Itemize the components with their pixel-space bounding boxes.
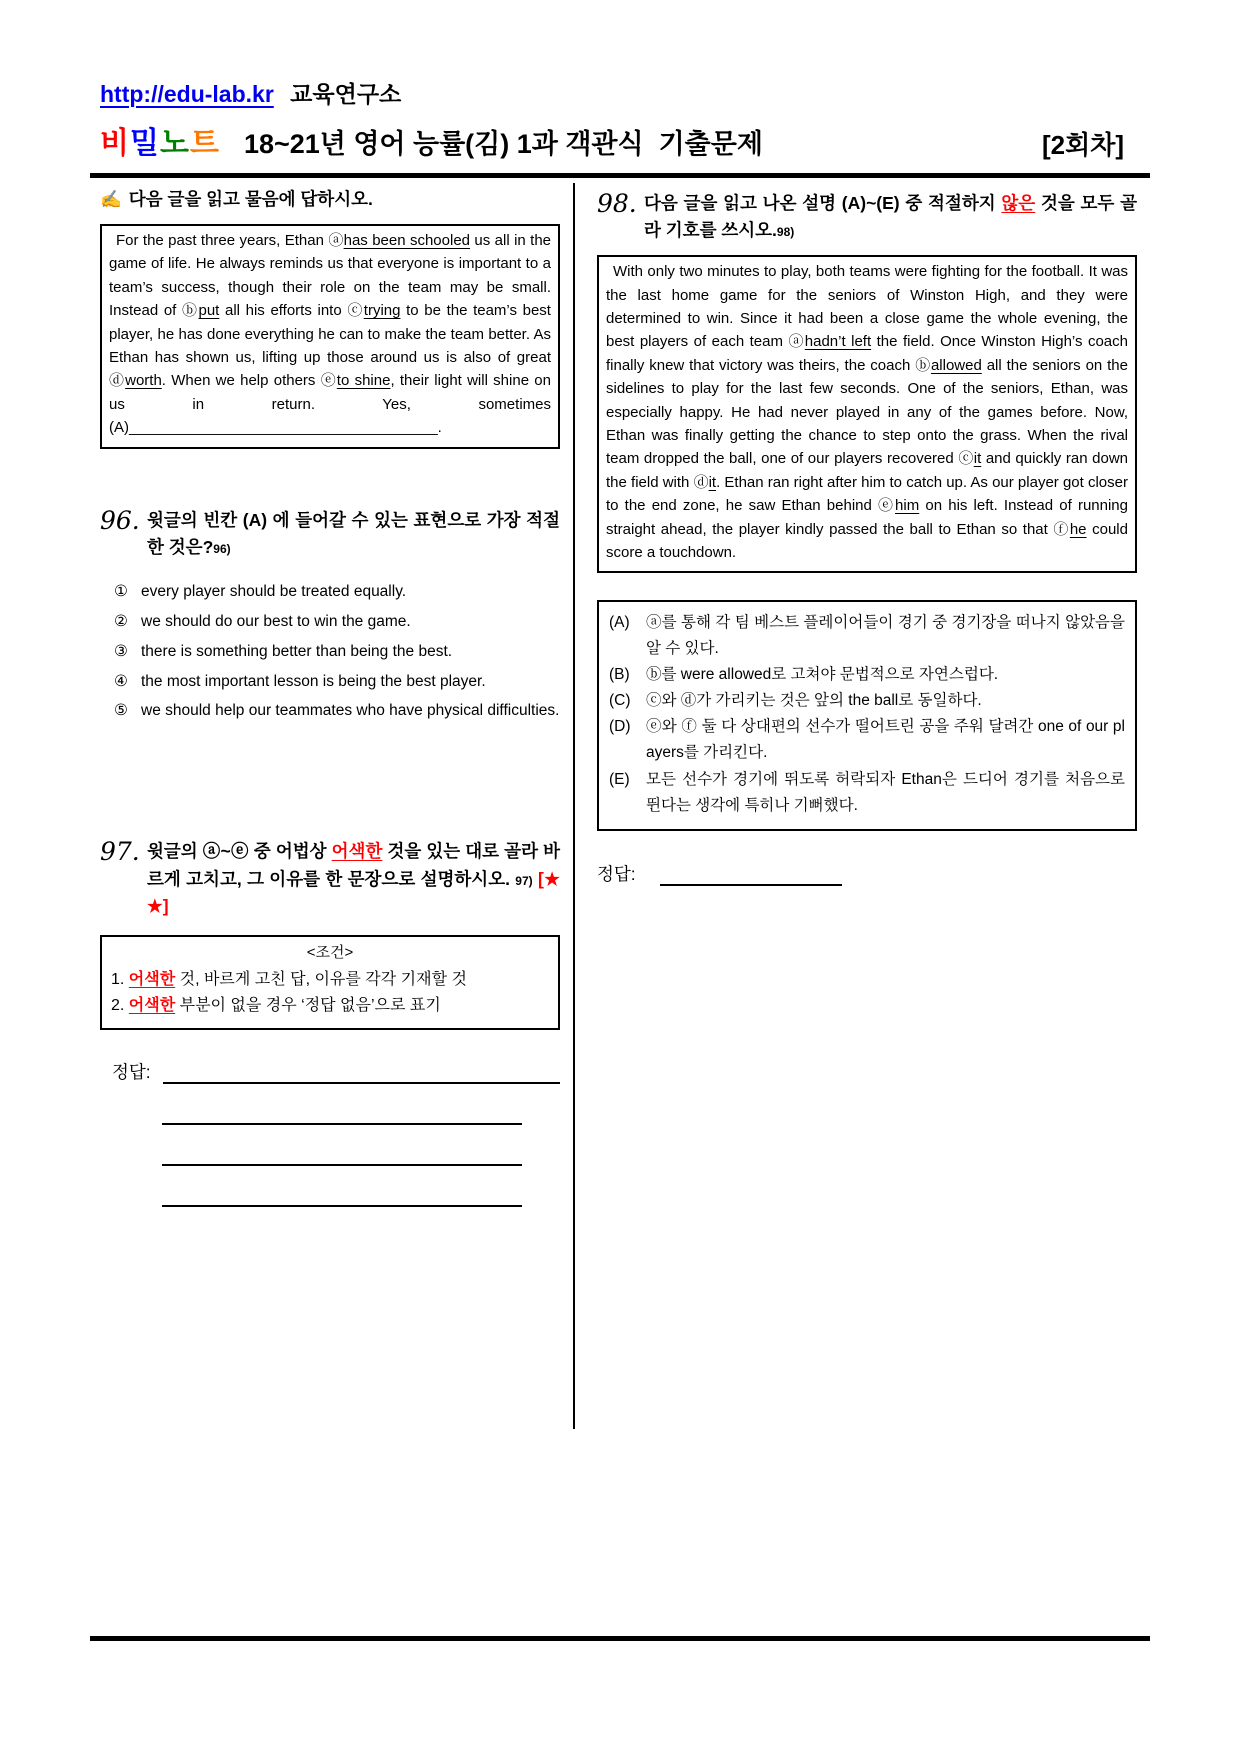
left-column: [100, 186, 560, 1207]
title-row: [100, 118, 1150, 162]
answer-line-2: [162, 1123, 522, 1125]
question-96-head: [100, 507, 560, 561]
brand-char-3: 노: [159, 127, 190, 160]
q96-option-1: [114, 582, 560, 603]
question-98-head: [597, 190, 1137, 244]
statements-box: [597, 600, 1137, 830]
pencil-icon: ✍: [100, 189, 122, 209]
site-row: [100, 76, 1150, 109]
answer-label-98: 정답:: [597, 863, 636, 884]
q96-option-2: [114, 612, 560, 633]
statement-B-label: (B): [609, 666, 630, 684]
question-96-title: 윗글의 빈칸 (A) 에 들어갈 수 있는 표현으로 가장 적절한 것은?96): [147, 509, 560, 557]
statement-D-text: ⓔ와 ⓕ 둘 다 상대편의 선수가 떨어트린 공을 주워 달려간 one of our players를 가리킨다.: [646, 718, 1125, 762]
brand-char-1: 비: [100, 127, 130, 160]
option-4-text: the most important lesson is being the best player.: [141, 672, 486, 690]
option-1-marker: ①: [114, 582, 128, 600]
question-98-title: 다음 글을 읽고 나온 설명 (A)~(E) 중 적절하지 않은 것을 모두 골라 기호를 쓰시오.98): [644, 193, 1137, 241]
statement-C-label: (C): [609, 692, 631, 710]
instruction-text: 다음 글을 읽고 물음에 답하시오.: [128, 189, 373, 209]
statement-A: [609, 610, 1125, 662]
passage-box-2: With only two minutes to play, both teams were fighting for the football. It was the last home game for the seniors of Winston High, and they were determined to win. Since it had been a close game the whole evening, the best players of each team ⓐhadn’t left the field. Once Winston High’s coach finally knew that victory was theirs, the coach ⓑallowed all the seniors on the sidelines to play for the last few seconds. One of the seniors, Ethan, was especially happy. He had never played in any of the games before. Now, Ethan was finally getting the chance to step onto the grass. When the rival team dropped the ball, one of our players recovered ⓒit and quickly ran down the field with ⓓit. Ethan ran right after him to catch up. As our player got closer to the end zone, he saw Ethan behind ⓔhim on his left. Instead of running straight ahead, the player kindly passed the ball to Ethan so that ⓕhe could score a touchdown.: [597, 255, 1137, 573]
option-4-marker: ④: [114, 672, 128, 690]
answer-line-1: [163, 1062, 560, 1084]
option-2-marker: ②: [114, 612, 128, 630]
answer-line-4: [162, 1205, 522, 1207]
option-2-text: we should do our best to win the game.: [141, 612, 411, 630]
document-title: 18~21년 영어 능률(김) 1과 객관식 기출문제: [243, 129, 763, 159]
brand-char-4: 트: [189, 127, 220, 160]
option-3-text: there is something better than being the best.: [141, 642, 453, 660]
answer-row-97: [112, 1059, 560, 1084]
question-96: [100, 507, 560, 723]
column-divider: [573, 183, 575, 1429]
answer-line-98: [660, 864, 842, 886]
q96-option-3: [114, 642, 560, 663]
statement-C-text: ⓒ와 ⓓ가 가리키는 것은 앞의 the ball로 동일하다.: [646, 692, 982, 710]
condition-box: [100, 935, 560, 1030]
question-97-number: 97.: [100, 837, 140, 867]
statement-A-label: (A): [609, 614, 630, 632]
statement-E: [609, 767, 1125, 819]
statement-B: [609, 662, 1125, 688]
option-3-marker: ③: [114, 642, 128, 660]
footer-divider: [90, 1636, 1150, 1641]
statement-D-label: (D): [609, 718, 631, 736]
site-org-label: 교육연구소: [290, 81, 402, 107]
q96-option-5: [114, 701, 560, 722]
statement-C: [609, 688, 1125, 714]
question-98-number: 98.: [597, 189, 637, 218]
question-96-options: [100, 582, 560, 723]
statement-A-text: ⓐ를 통해 각 팀 베스트 플레이어들이 경기 중 경기장을 떠나지 않았음을 알 수 있다.: [646, 614, 1125, 658]
answer-row-98: [597, 861, 1137, 886]
answer-line-3: [162, 1164, 522, 1166]
passage-box-1: For the past three years, Ethan ⓐhas been schooled us all in the game of life. He always reminds us that everyone is important to a team’s success, though their role on the team may be small. Instead of ⓑput all his efforts into ⓒtrying to be the team’s best player, he has done everything he can to make the team better. As Ethan has shown us, lifting up those around us is also of great ⓓworth. When we help others ⓔto shine, their light will shine on us in return. Yes, sometimes (A)_____________________________________.: [100, 224, 560, 449]
question-97-head: [100, 838, 560, 919]
option-1-text: every player should be treated equally.: [141, 582, 407, 600]
answer-label-97: 정답:: [112, 1061, 151, 1082]
statement-D: [609, 714, 1125, 766]
right-column: [597, 190, 1137, 886]
header-divider: [90, 173, 1150, 178]
instruction: [100, 186, 560, 211]
statement-E-text: 모든 선수가 경기에 뛰도록 허락되자 Ethan은 드디어 경기를 처음으로 뛴다는 생각에 특히나 기뻐했다.: [646, 770, 1125, 814]
q96-option-4: [114, 672, 560, 693]
answer-area-97: [100, 1059, 560, 1207]
brand-logo: [100, 118, 220, 162]
condition-line-2: 2. 어색한 부분이 없을 경우 ‘정답 없음’으로 표기: [111, 996, 441, 1014]
page-header: [90, 76, 1150, 178]
question-97-title: 윗글의 ⓐ~ⓔ 중 어법상 어색한 것을 있는 대로 골라 바르게 고치고, 그 이유를 한 문장으로 설명하시오. 97) [★★]: [147, 841, 560, 916]
option-5-marker: ⑤: [114, 702, 128, 720]
round-label: [2회차]: [1041, 130, 1124, 160]
question-96-number: 96.: [100, 505, 140, 535]
condition-title: <조건>: [306, 943, 354, 961]
brand-char-2: 밀: [129, 127, 160, 160]
question-97: [100, 838, 560, 1206]
option-5-text: we should help our teammates who have physical difficulties.: [141, 702, 560, 720]
site-url-link[interactable]: http://edu-lab.kr: [100, 81, 274, 107]
statement-B-text: ⓑ를 were allowed로 고쳐야 문법적으로 자연스럽다.: [646, 666, 999, 684]
condition-line-1: 1. 어색한 것, 바르게 고친 답, 이유를 각각 기재할 것: [111, 971, 467, 989]
question-98: [597, 190, 1137, 886]
statement-E-label: (E): [609, 770, 630, 788]
